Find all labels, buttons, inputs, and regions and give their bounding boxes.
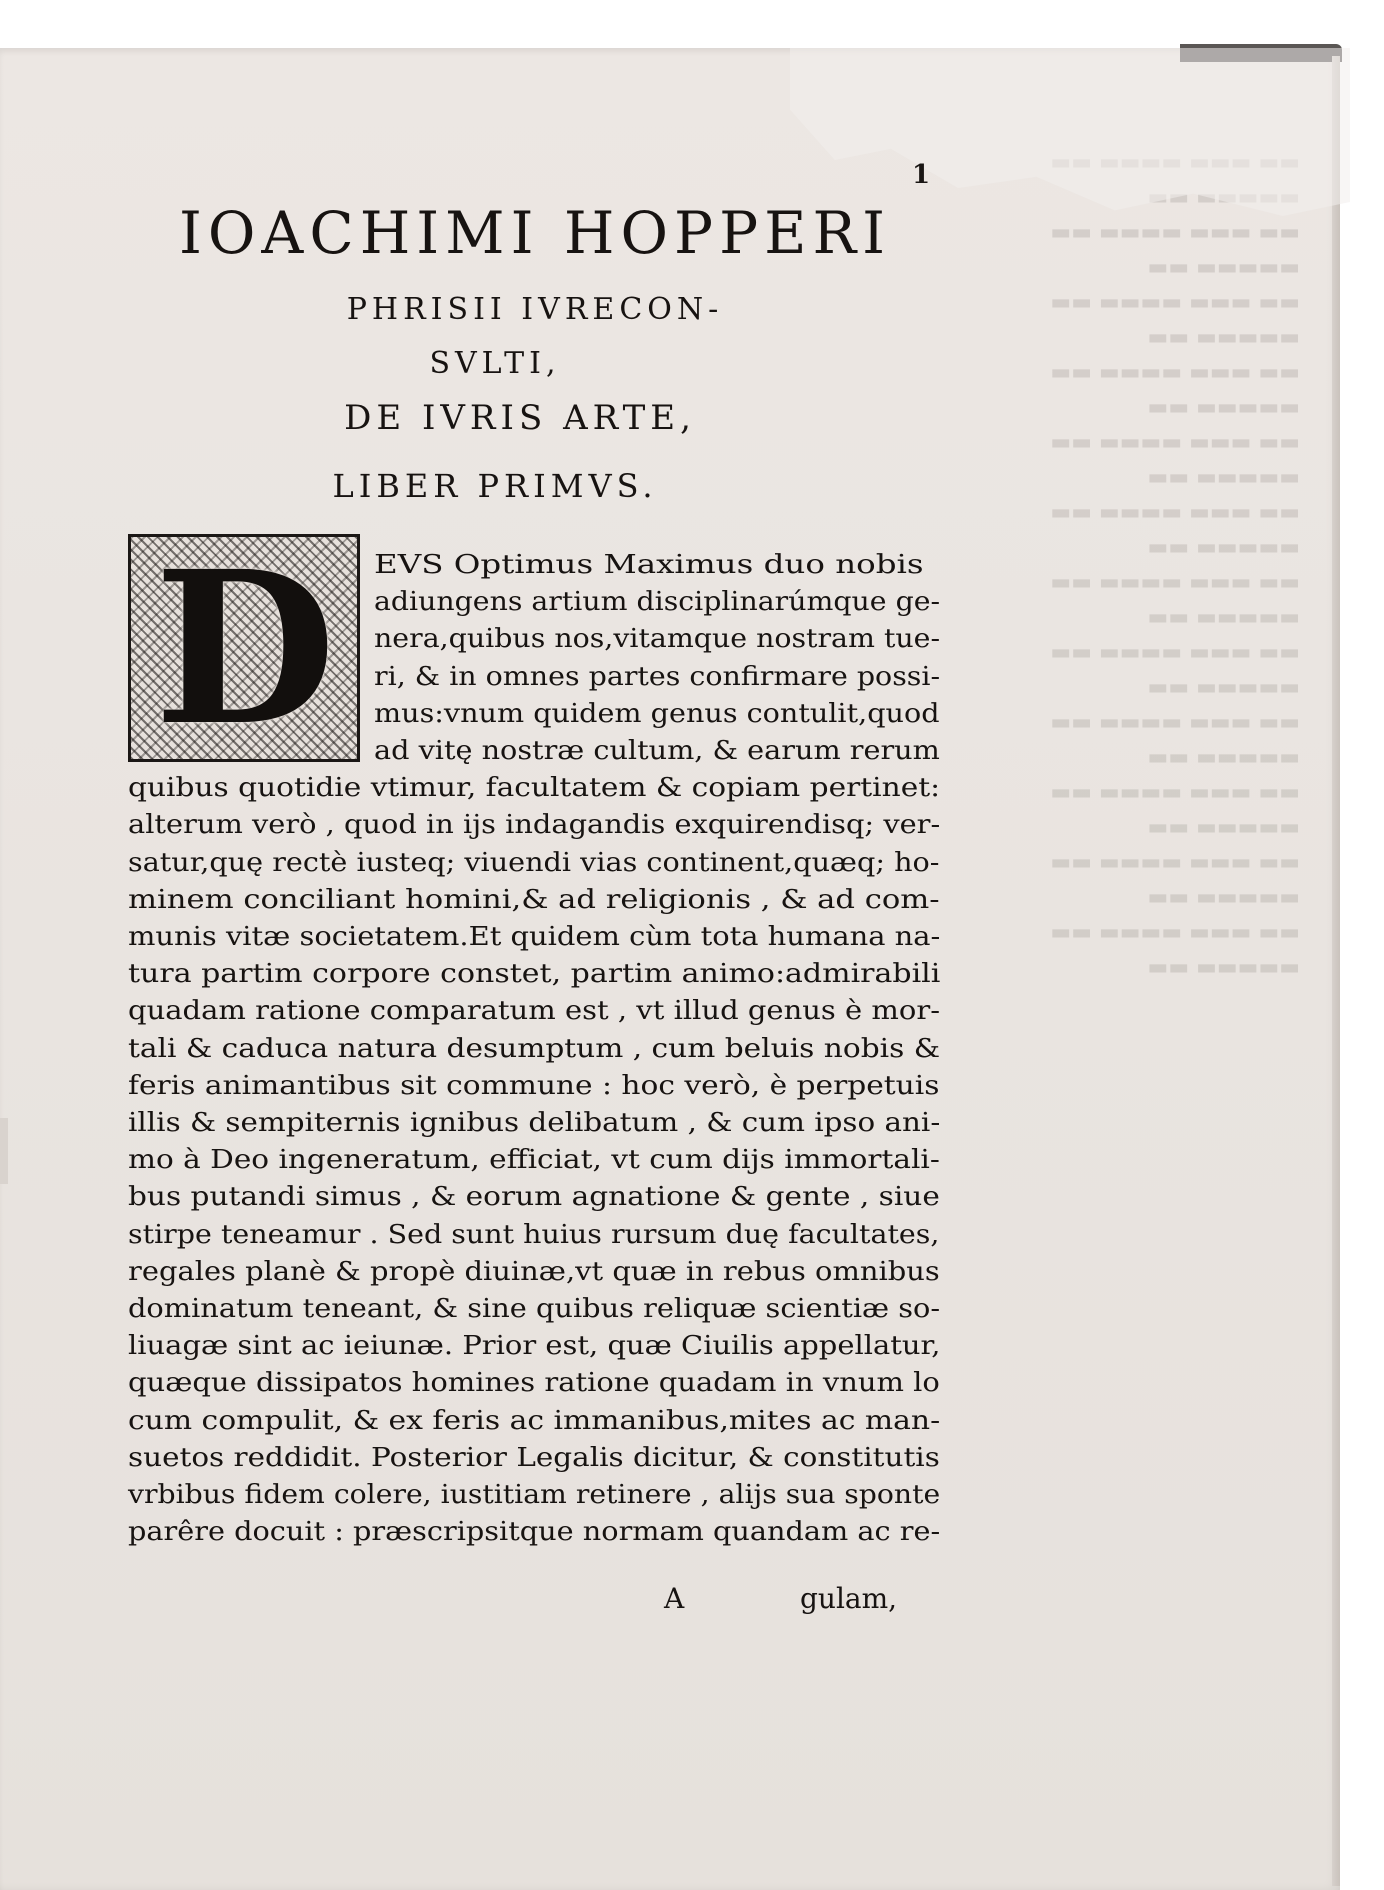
decorated-initial — [128, 525, 360, 772]
text-line: quæque dissipatos homines ratione quadam in vnum lo — [128, 1368, 940, 1399]
catchword: gulam, — [800, 1582, 898, 1615]
page-right-edge — [1332, 56, 1340, 1886]
title-book: LIBER PRIMVS. — [332, 467, 658, 505]
text-line: cum compulit, & ex feris ac immanibus,mites ac man- — [128, 1405, 941, 1436]
text-line: bus putandi simus , & eorum agnatione & gente , siue — [128, 1182, 940, 1213]
text-line: liuagæ sint ac ieiunæ. Prior est, quæ Ciuilis appellatur, — [128, 1331, 941, 1362]
text-line: satur,quę rectè iusteq; viuendi vias continent,quæq; ho- — [128, 847, 940, 878]
text-line: ad vitę nostræ cultum, & earum rerum — [374, 736, 940, 766]
text-line: EVS Optimus Maximus duo nobis — [374, 550, 924, 580]
text-line: nera,quibus nos,vitamque nostram tue- — [374, 624, 941, 655]
text-line: minem conciliant homini,& ad religionis , & ad com- — [128, 884, 940, 915]
text-line: munis vitæ societatem.Et quidem cùm tota humana na- — [128, 922, 941, 952]
initial-letter: D — [153, 525, 337, 772]
text-line: mus:vnum quidem genus contulit,quod — [374, 698, 940, 729]
text-line: mo à Deo ingeneratum, efficiat, vt cum dijs immortali- — [128, 1145, 940, 1176]
text-line: stirpe teneamur . Sed sunt huius rursum duę facultates, — [128, 1219, 940, 1250]
text-line: illis & sempiternis ignibus delibatum , & cum ipso ani- — [128, 1108, 941, 1138]
page-number: 1 — [912, 160, 931, 190]
text-line: feris animantibus sit commune : hoc verò, è perpetuis — [128, 1070, 940, 1101]
text-line: quibus quotidie vtimur, facultatem & copiam pertinet: — [128, 773, 941, 804]
title-origin: PHRISII IVRECON- — [346, 292, 724, 327]
text-line: parêre docuit : præscripsitque normam quandam ac re- — [128, 1517, 941, 1548]
text-line: ri, & in omnes partes confirmare possi- — [374, 661, 941, 692]
text-line: quadam ratione comparatum est , vt illud genus è mor- — [128, 996, 941, 1027]
text-line: dominatum teneant, & sine quibus reliquæ scientiæ so- — [128, 1294, 941, 1324]
text-line: alterum verò , quod in ijs indagandis exquirendisq; ver- — [128, 810, 941, 841]
title-author: IOACHIMI HOPPERI — [178, 199, 892, 267]
text-line: tali & caduca natura desumptum , cum beluis nobis & — [128, 1033, 941, 1064]
text-line: tura partim corpore constet, partim animo:admirabili — [128, 959, 941, 990]
title-origin-cont: SVLTI, — [429, 346, 561, 381]
text-line: vrbibus fidem colere, iustitiam retinere , alijs sua sponte — [128, 1480, 941, 1510]
margin-tab — [0, 1118, 8, 1184]
text-line: suetos reddidit. Posterior Legalis dicitur, & constitutis — [128, 1442, 940, 1473]
bleed-through-texture: ▬▬ ▬▬▬ ▬▬▬▬ ▬▬ ▬▬▬▬▬ ▬▬ ▬▬ ▬▬▬ ▬▬▬▬ ▬▬ ▬▬▬▬▬ ▬▬ ▬▬ ▬▬▬ ▬▬▬▬ ▬▬ ▬▬▬▬▬ ▬▬ ▬▬ ▬▬▬ ▬▬▬▬ ▬▬ ▬▬▬▬▬ ▬▬ ▬▬ ▬▬▬ ▬▬▬▬ ▬▬ ▬▬▬▬▬ ▬▬ ▬▬ ▬▬▬ ▬▬▬▬ ▬▬ ▬▬▬▬▬ ▬▬ ▬▬ ▬▬▬ ▬▬▬▬ ▬▬ ▬▬▬▬▬ ▬▬ ▬▬ ▬▬▬ ▬▬▬▬ ▬▬ ▬▬▬▬▬ ▬▬ ▬▬ ▬▬▬ ▬▬▬▬ ▬▬ ▬▬▬▬▬ ▬▬ ▬▬ ▬▬▬ ▬▬▬▬ ▬▬ ▬▬▬▬▬ ▬▬ ▬▬ ▬▬▬ ▬▬▬▬ ▬▬ ▬▬▬▬▬ ▬▬ — [1050, 220, 1300, 980]
text-line: adiungens artium disciplinarúmque ge- — [374, 587, 941, 618]
title-work: DE IVRIS ARTE, — [344, 398, 696, 438]
signature-mark: A — [664, 1582, 685, 1615]
text-line: regales planè & propè diuinæ,vt quæ in rebus omnibus — [128, 1256, 940, 1287]
